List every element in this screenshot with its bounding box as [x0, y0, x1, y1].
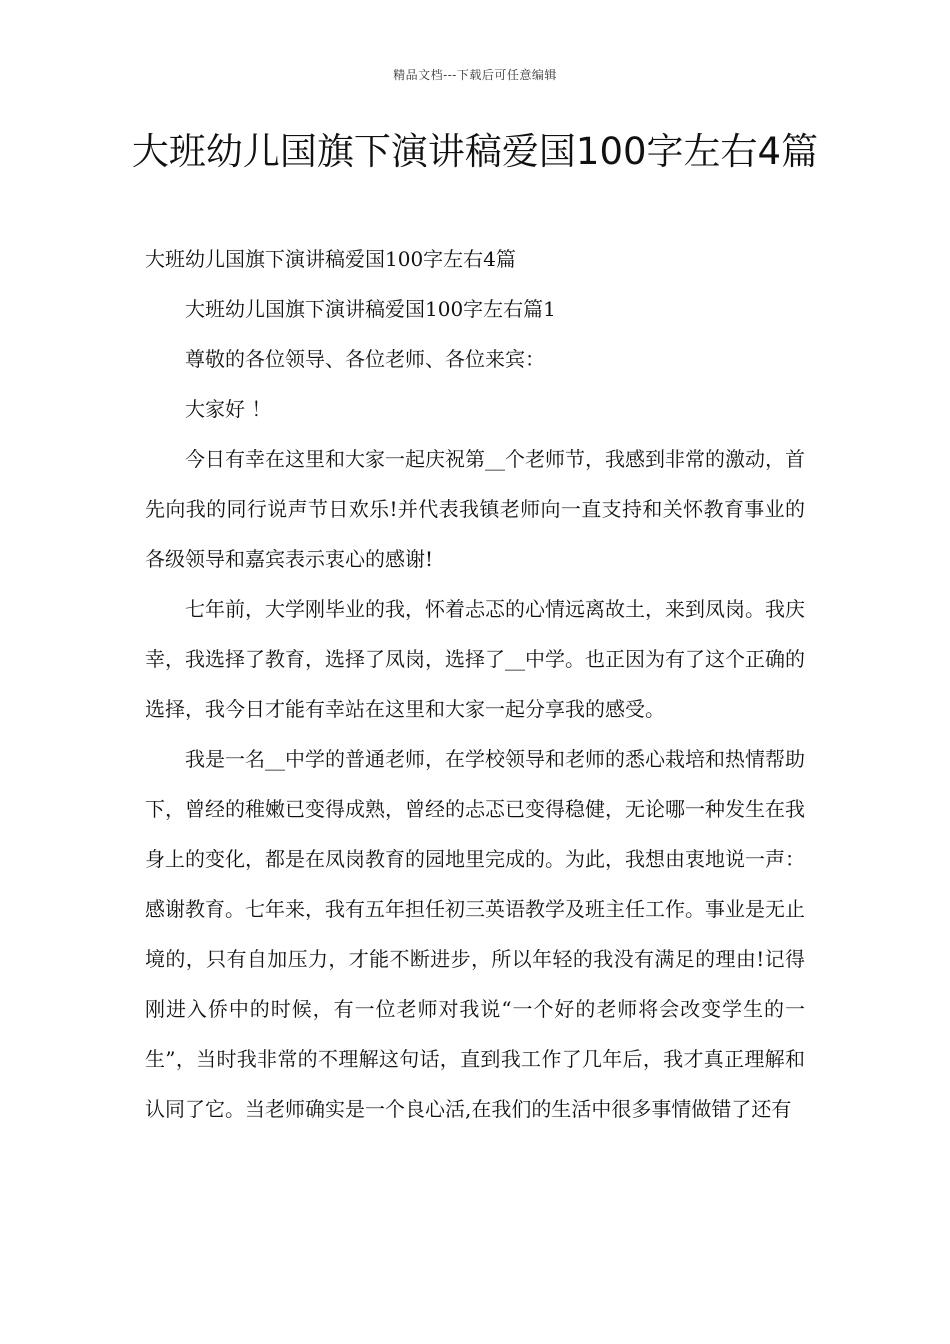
section-heading: 大班幼儿国旗下演讲稿爱国100字左右篇1 [185, 297, 556, 321]
subtitle-line: 大班幼儿国旗下演讲稿爱国100字左右4篇 [145, 247, 516, 271]
salutation: 尊敬的各位领导、各位老师、各位来宾： [185, 347, 545, 371]
greeting: 大家好 ！ [185, 397, 272, 421]
header-note: 精品文档---下载后可任意编辑 [393, 68, 557, 82]
body-paragraph: 我是一名__中学的普通老师，在学校领导和老师的悉心栽培和热情帮助下，曾经的稚嫩已变得成熟，曾经的忐忑已变得稳健，无论哪一种发生在我身上的变化，都是在凤岗教育的园地里完成的。为此，我想由衷地说一声：感谢教育。七年来，我有五年担任初三英语教学及班主任工作。事业是无止境的，只有自加压力，才能不断进步，所以年轻的我没有满足的理由!记得刚进入侨中的时候，有一位老师对我说“一个好的老师将会改变学生的一生”，当时我非常的不理解这句话，直到我工作了几年后，我才真正理解和认同了它。当老师确实是一个良心活,在我们的生活中很多事情做错了还有 [145, 747, 805, 1121]
document-body [145, 234, 805, 1134]
body-paragraph: 七年前，大学刚毕业的我，怀着忐忑的心情远离故土，来到凤岗。我庆幸，我选择了教育，选择了凤岗，选择了__中学。也正因为有了这个正确的选择，我今日才能有幸站在这里和大家一起分享我的感受。 [145, 597, 805, 721]
document-title: 大班幼儿国旗下演讲稿爱国100字左右4篇 [131, 130, 819, 173]
body-paragraph: 今日有幸在这里和大家一起庆祝第__个老师节，我感到非常的激动，首先向我的同行说声节日欢乐!并代表我镇老师向一直支持和关怀教育事业的各级领导和嘉宾表示衷心的感谢! [145, 447, 805, 571]
